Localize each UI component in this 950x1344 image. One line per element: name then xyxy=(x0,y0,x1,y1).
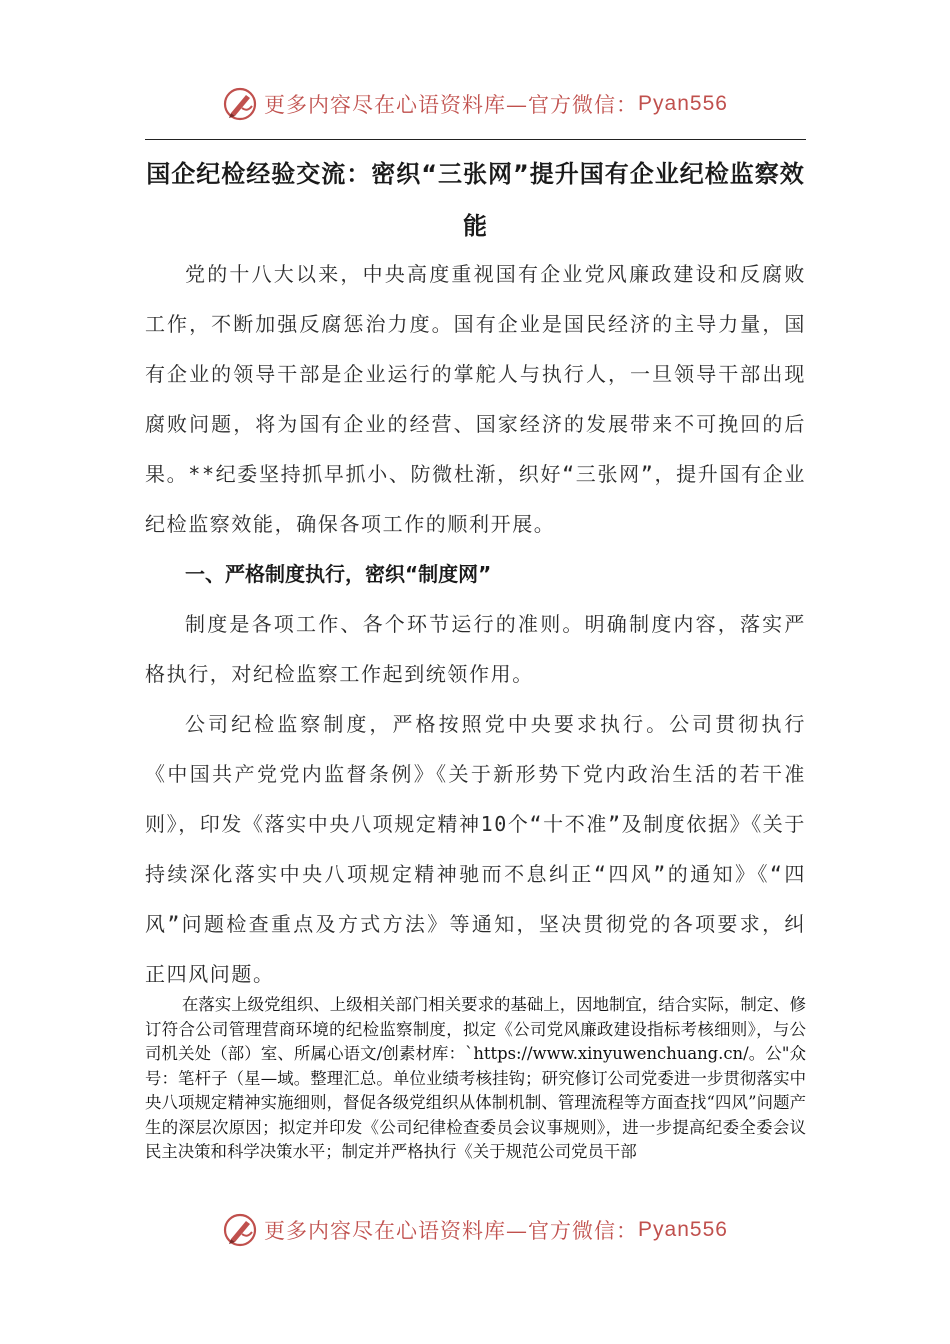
header-banner xyxy=(0,84,950,124)
intro-paragraph: 党的十八大以来，中央高度重视国有企业党风廉政建设和反腐败工作，不断加强反腐惩治力度。国有企业是国民经济的主导力量，国有企业的领导干部是企业运行的掌舵人与执行人，一旦领导干部出现腐败问题，将为国有企业的经营、国家经济的发展带来不可挽回的后果。**纪委坚持抓早抓小、防微杜渐，织好“三张网”，提升国有企业纪检监察效能，确保各项工作的顺利开展。 xyxy=(145,262,806,536)
footer-banner-wechat: Pyan556 xyxy=(638,1218,728,1241)
header-banner-wechat: Pyan556 xyxy=(638,92,728,115)
header-divider xyxy=(145,139,806,140)
footer-banner xyxy=(0,1210,950,1250)
footer-banner-text: 更多内容尽在心语资料库—官方微信： xyxy=(264,1219,639,1243)
small-text-paragraph: 在落实上级党组织、上级相关部门相关要求的基础上，因地制宜，结合实际，制定、修订符合公司管理营商环境的纪检监察制度，拟定《公司党风廉政建设指标考核细则》，与公司机关处（部）室、所属心语文/创素材库：`https://www.xinyuwenchuang.cn/。公"众号：笔杆子（星—域。整理汇总。单位业绩考核挂钩；研究修订公司党委进一步贯彻落实中央八项规定精神实施细则，督促各级党组织从体制机制、管理流程等方面查找“四风”问题产生的深层次原因；拟定并印发《公司纪律检查委员会议事规则》，进一步提高纪委全委会议民主决策和科学决策水平；制定并严格执行《关于规范公司党员干部 xyxy=(145,995,806,1161)
section-1-paragraph-2: 公司纪检监察制度，严格按照党中央要求执行。公司贯彻执行《中国共产党党内监督条例》《关于新形势下党内政治生活的若干准则》，印发《落实中央八项规定精神10个“十不准”及制度依据》《关于持续深化落实中央八项规定精神驰而不息纠正“四风”的通知》《“四风”问题检查重点及方式方法》等通知，坚决贯彻党的各项要求，纠正四风问题。 xyxy=(145,712,806,986)
document-body xyxy=(145,249,806,999)
section-1-paragraph-1: 制度是各项工作、各个环节运行的准则。明确制度内容，落实严格执行，对纪检监察工作起到统领作用。 xyxy=(145,612,806,686)
document-title: 国企纪检经验交流：密织“三张网”提升国有企业纪检监察效能 xyxy=(146,160,805,240)
section-heading-1: 一、严格制度执行，密织“制度网” xyxy=(185,562,492,586)
header-banner-text: 更多内容尽在心语资料库—官方微信： xyxy=(264,93,639,117)
pen-logo-icon xyxy=(222,86,258,122)
pen-logo-icon xyxy=(222,1212,258,1248)
